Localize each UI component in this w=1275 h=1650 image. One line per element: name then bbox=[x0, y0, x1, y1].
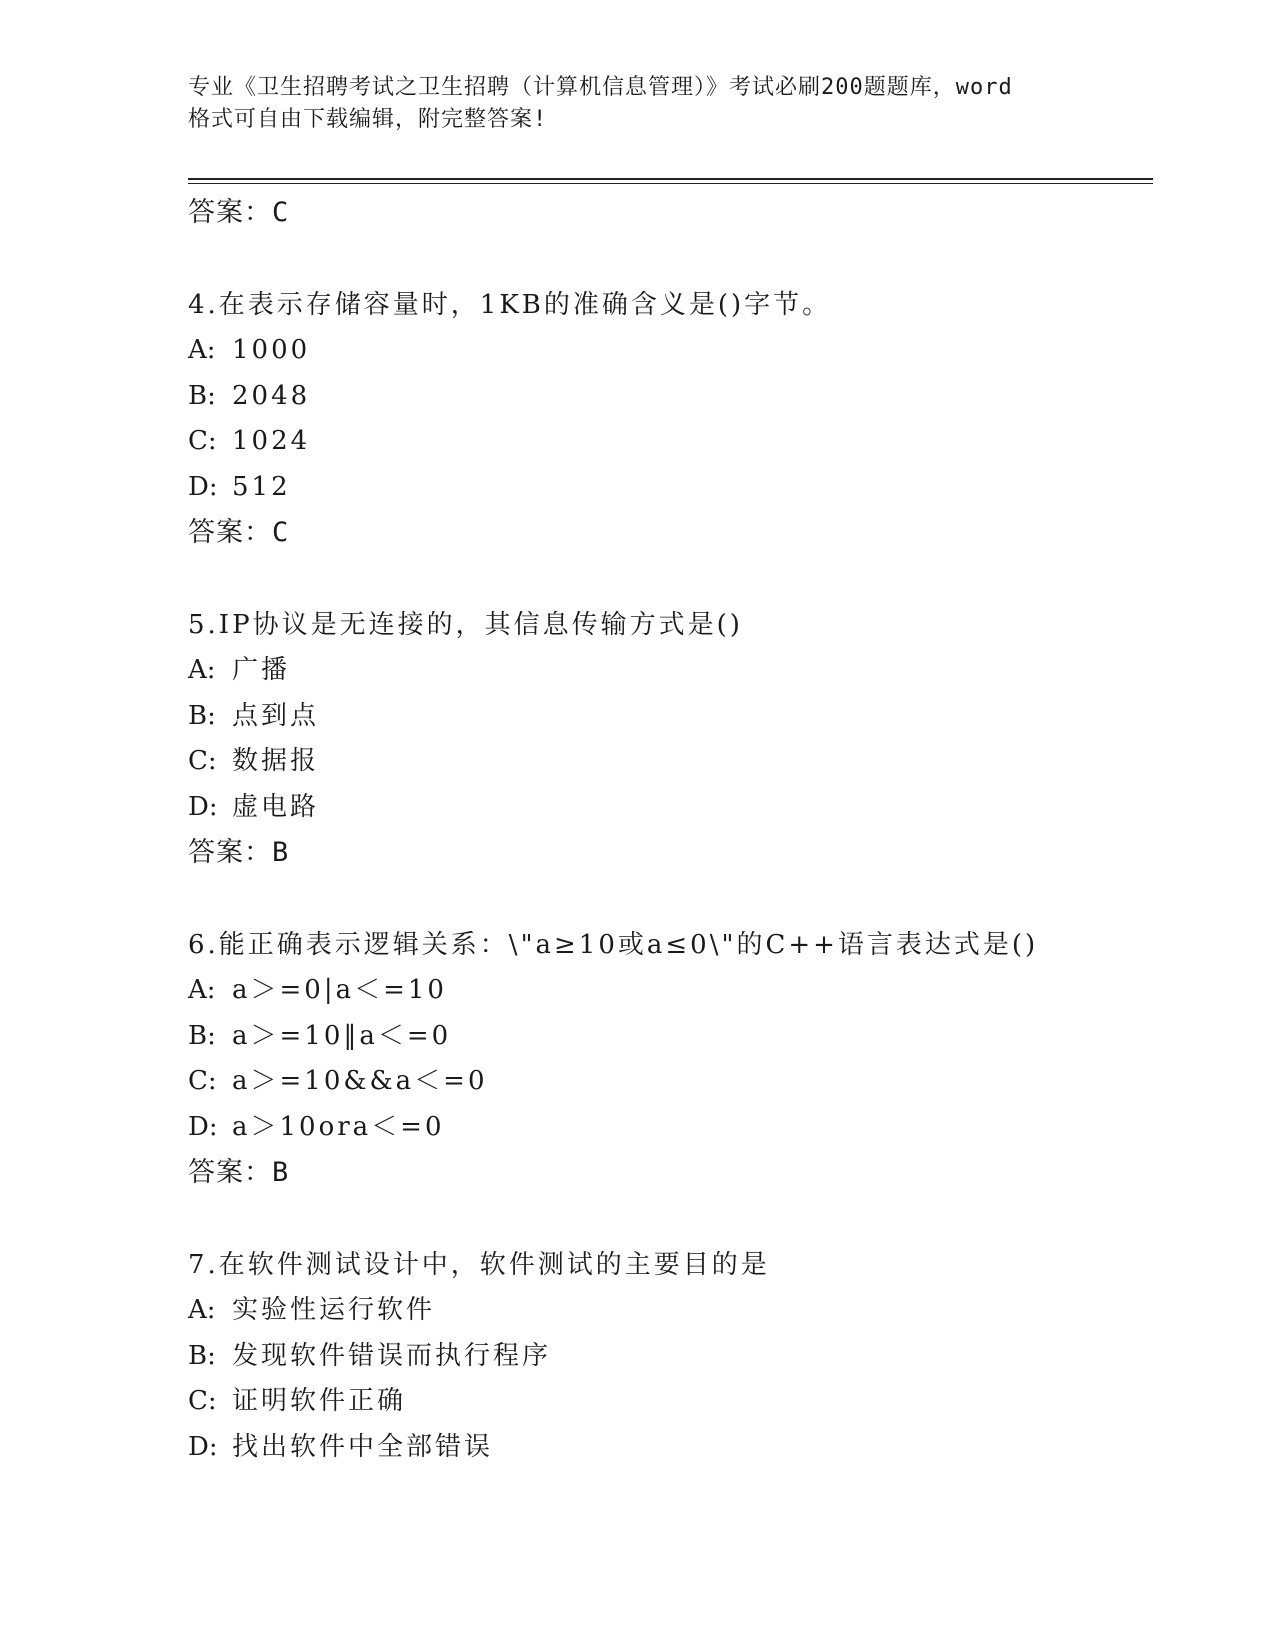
option-c: C: 1024 bbox=[188, 426, 311, 456]
question-block bbox=[188, 1242, 1148, 1470]
option-a: A: 广播 bbox=[188, 655, 291, 685]
question-block bbox=[188, 602, 1148, 875]
answer-line: 答案：B bbox=[188, 837, 290, 868]
question-block bbox=[188, 922, 1148, 1195]
option-b: B: 2048 bbox=[188, 380, 311, 411]
answer-line: 答案：C bbox=[188, 197, 290, 228]
question-block bbox=[188, 282, 1148, 555]
option-d: D: a＞10ora＜=0 bbox=[188, 1111, 445, 1142]
answer-line: 答案：C bbox=[188, 517, 290, 548]
option-b: B: 点到点 bbox=[188, 700, 320, 731]
question-text: 5.IP协议是无连接的，其信息传输方式是() bbox=[188, 610, 743, 640]
option-c: C: a＞=10&&a＜=0 bbox=[188, 1066, 488, 1096]
option-a: A: a＞=0|a＜=10 bbox=[188, 975, 447, 1005]
option-b: B: 发现软件错误而执行程序 bbox=[188, 1340, 552, 1371]
option-d: D: 虚电路 bbox=[188, 791, 320, 822]
header-divider-bottom bbox=[188, 183, 1153, 184]
header-line-1: 专业《卫生招聘考试之卫生招聘（计算机信息管理）》考试必刷200题题库，word bbox=[188, 75, 1013, 100]
question-text: 7.在软件测试设计中，软件测试的主要目的是 bbox=[188, 1250, 770, 1280]
header-line-2: 格式可自由下载编辑，附完整答案! bbox=[188, 107, 548, 132]
header-divider-top bbox=[188, 178, 1153, 180]
answer-line: 答案：B bbox=[188, 1157, 290, 1188]
question-list bbox=[188, 190, 1148, 1470]
option-a: A: 1000 bbox=[188, 335, 311, 365]
question-text: 4.在表示存储容量时，1KB的准确含义是()字节。 bbox=[188, 290, 832, 320]
option-d: D: 找出软件中全部错误 bbox=[188, 1431, 494, 1462]
question-text: 6.能正确表示逻辑关系：\"a≥10或a≤0\"的C++语言表达式是() bbox=[188, 930, 1039, 960]
option-c: C: 数据报 bbox=[188, 746, 320, 776]
option-b: B: a＞=10‖a＜=0 bbox=[188, 1020, 452, 1051]
document-header bbox=[188, 72, 1088, 136]
option-d: D: 512 bbox=[188, 471, 291, 502]
option-c: C: 证明软件正确 bbox=[188, 1386, 407, 1416]
option-a: A: 实验性运行软件 bbox=[188, 1295, 436, 1325]
